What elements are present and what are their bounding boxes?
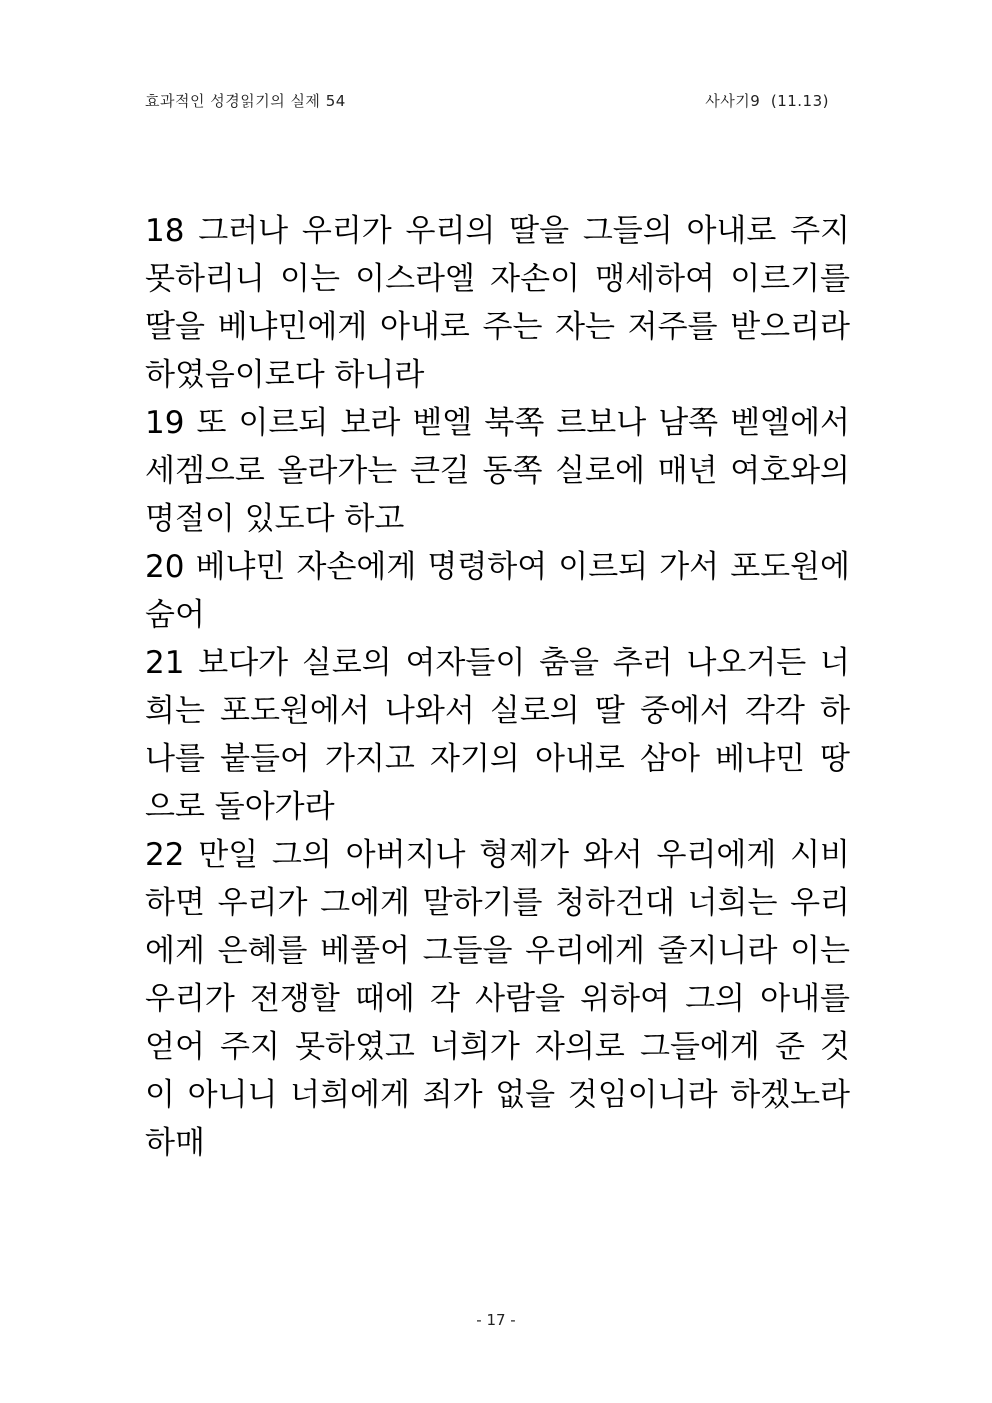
verse-line: 이 아니니 너희에게 죄가 없을 것임이니라 하겠노라 bbox=[145, 1077, 850, 1113]
verse-21 bbox=[145, 639, 850, 831]
verse-line: 하매 bbox=[145, 1125, 205, 1161]
verse-line: 하였음이로다 하니라 bbox=[145, 357, 425, 393]
verse-line: 으로 돌아가라 bbox=[145, 789, 335, 825]
verse-22 bbox=[145, 831, 850, 1167]
verse-line: 나를 붙들어 가지고 자기의 아내로 삼아 베냐민 땅 bbox=[145, 741, 850, 777]
verse-line: 22 만일 그의 아버지나 형제가 와서 우리에게 시비 bbox=[145, 837, 850, 873]
scripture-body bbox=[145, 207, 850, 1167]
verse-20 bbox=[145, 543, 850, 639]
page-number: - 17 - bbox=[476, 1311, 516, 1329]
verse-line: 숨어 bbox=[145, 597, 205, 633]
verse-line: 세겜으로 올라가는 큰길 동쪽 실로에 매년 여호와의 bbox=[145, 453, 850, 489]
verse-line: 얻어 주지 못하였고 너희가 자의로 그들에게 준 것 bbox=[145, 1029, 850, 1065]
verse-line: 명절이 있도다 하고 bbox=[145, 501, 405, 537]
verse-line: 못하리니 이는 이스라엘 자손이 맹세하여 이르기를 bbox=[145, 261, 850, 297]
verse-line: 18 그러나 우리가 우리의 딸을 그들의 아내로 주지 bbox=[145, 213, 850, 249]
verse-line: 우리가 전쟁할 때에 각 사람을 위하여 그의 아내를 bbox=[145, 981, 850, 1017]
verse-19 bbox=[145, 399, 850, 543]
verse-line: 희는 포도원에서 나와서 실로의 딸 중에서 각각 하 bbox=[145, 693, 850, 729]
verse-line: 21 보다가 실로의 여자들이 춤을 추러 나오거든 너 bbox=[145, 645, 850, 681]
verse-18 bbox=[145, 207, 850, 399]
verse-line: 하면 우리가 그에게 말하기를 청하건대 너희는 우리 bbox=[145, 885, 850, 921]
header-chapter-ref: 사사기9 (11.13) bbox=[705, 92, 829, 110]
page-header bbox=[145, 90, 829, 114]
verse-line: 딸을 베냐민에게 아내로 주는 자는 저주를 받으리라 bbox=[145, 309, 850, 345]
verse-line: 에게 은혜를 베풀어 그들을 우리에게 줄지니라 이는 bbox=[145, 933, 850, 969]
header-book-title: 효과적인 성경읽기의 실제 54 bbox=[145, 92, 346, 110]
verse-line: 20 베냐민 자손에게 명령하여 이르되 가서 포도원에 bbox=[145, 549, 850, 585]
verse-line: 19 또 이르되 보라 벧엘 북쪽 르보나 남쪽 벧엘에서 bbox=[145, 405, 850, 441]
